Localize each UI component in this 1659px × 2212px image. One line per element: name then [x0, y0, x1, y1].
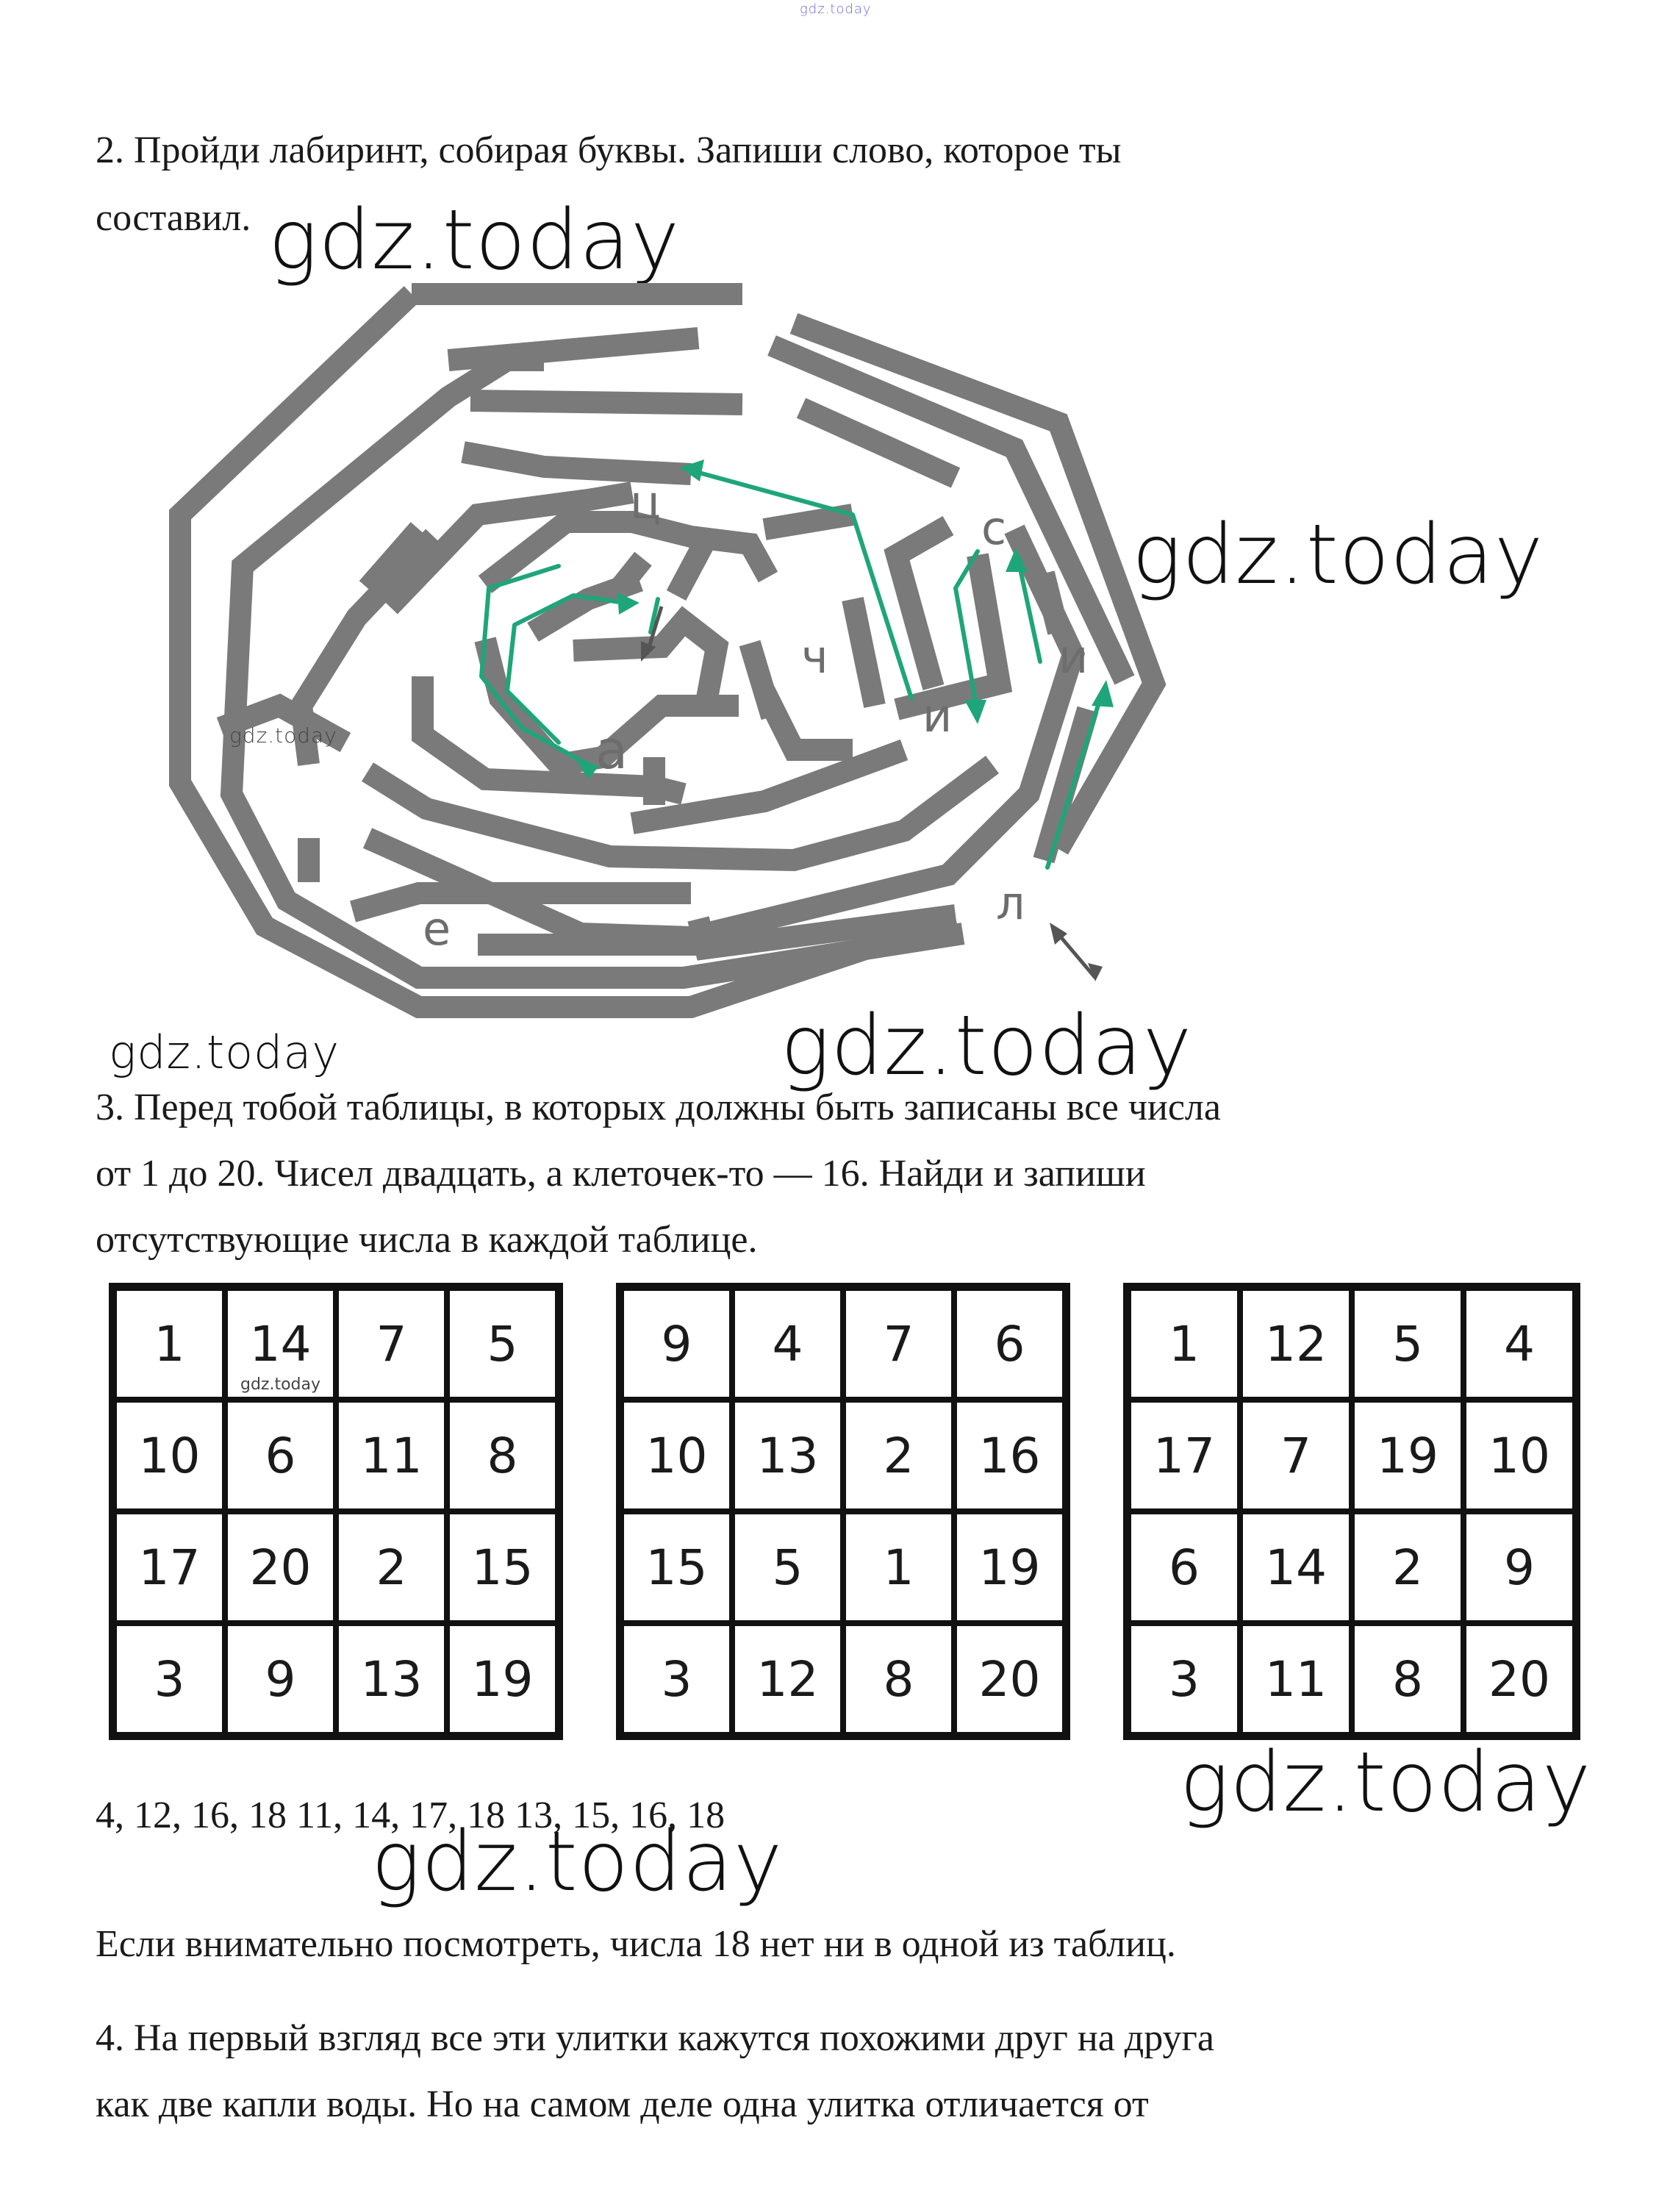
table3-cell: 2 [1352, 1511, 1463, 1623]
table3-cell: 9 [1463, 1511, 1575, 1623]
watermark-1: gdz.today [268, 193, 681, 288]
watermark-3: gdz.today [229, 723, 337, 748]
maze-letter-l: л [996, 876, 1025, 930]
table2-cell: 8 [843, 1623, 954, 1735]
table2-cell: 3 [621, 1623, 732, 1735]
table3-cell: 5 [1352, 1288, 1463, 1400]
table2-cell: 6 [954, 1288, 1065, 1400]
table3-cell: 19 [1352, 1400, 1463, 1511]
table1-cell: 13 [336, 1623, 447, 1735]
table1-cell: 9 [225, 1623, 336, 1735]
watermark-7: gdz.today [1180, 1735, 1592, 1830]
table2-cell: 5 [732, 1511, 843, 1623]
table2-cell: 12 [732, 1623, 843, 1735]
task3-note: Если внимательно посмотреть, числа 18 нет ни в одной из таблиц. [96, 1923, 1176, 1965]
maze-letter-i-right: и [1058, 630, 1089, 684]
table2-cell: 1 [843, 1511, 954, 1623]
maze-letter-e: е [423, 902, 451, 956]
task4-text-line1: 4. На первый взгляд все эти улитки кажутся похожими друг на друга [96, 2017, 1214, 2059]
table3-cell: 17 [1128, 1400, 1240, 1511]
table2-cell: 9 [621, 1288, 732, 1400]
table2-cell: 13 [732, 1400, 843, 1511]
number-table-3 [1123, 1283, 1580, 1740]
table2-cell: 20 [954, 1623, 1065, 1735]
table3-cell: 4 [1463, 1288, 1575, 1400]
task3-text-line3: отсутствующие числа в каждой таблице. [96, 1219, 758, 1261]
number-table-1 [109, 1283, 563, 1740]
table2-cell: 7 [843, 1288, 954, 1400]
maze-letter-ts: ц [630, 476, 662, 529]
table2-cell: 15 [621, 1511, 732, 1623]
maze-letter-i-inner: и [922, 689, 953, 742]
number-table-2 [616, 1283, 1070, 1740]
table3-cell: 14 [1240, 1511, 1352, 1623]
table2-cell: 10 [621, 1400, 732, 1511]
table1-cell: 6 [225, 1400, 336, 1511]
table1-cell: 2 [336, 1511, 447, 1623]
maze-letter-s: с [981, 501, 1007, 555]
maze-letter-a: а [595, 719, 628, 781]
watermark-4: gdz.today [109, 1026, 340, 1079]
table3-cell: 3 [1128, 1623, 1240, 1735]
table2-cell: 19 [954, 1511, 1065, 1623]
table1-cell: 14 gdz.today [225, 1288, 336, 1400]
table1-cell: 10 [114, 1400, 225, 1511]
table1-cell: 5 [447, 1288, 558, 1400]
task2-text-line2: составил. [96, 197, 251, 239]
table2-cell: 4 [732, 1288, 843, 1400]
watermark-8: gdz.today [371, 1814, 784, 1910]
table1-cell: 8 [447, 1400, 558, 1511]
table1-cell: 15 [447, 1511, 558, 1623]
table3-cell: 6 [1128, 1511, 1240, 1623]
table3-cell: 1 [1128, 1288, 1240, 1400]
table3-cell: 10 [1463, 1400, 1575, 1511]
table1-cell: 19 [447, 1623, 558, 1735]
watermark-top: gdz.today [800, 1, 872, 17]
table1-cell: 3 [114, 1623, 225, 1735]
table1-cell: 17 [114, 1511, 225, 1623]
maze-letter-ch: ч [801, 630, 828, 684]
table2-cell: 2 [843, 1400, 954, 1511]
table3-cell: 12 [1240, 1288, 1352, 1400]
table3-cell: 20 [1463, 1623, 1575, 1735]
table2-cell: 16 [954, 1400, 1065, 1511]
task3-text-line1: 3. Перед тобой таблицы, в которых должны быть записаны все числа [96, 1087, 1221, 1128]
watermark-2: gdz.today [1132, 507, 1544, 603]
task3-answer: 4, 12, 16, 18 11, 14, 17, 18 13, 15, 16, 18 [96, 1794, 725, 1836]
table1-cell: 7 [336, 1288, 447, 1400]
table3-cell: 7 [1240, 1400, 1352, 1511]
maze-figure [162, 272, 1191, 1037]
task3-text-line2: от 1 до 20. Чисел двадцать, а клеточек-то — 16. Найди и запиши [96, 1153, 1146, 1195]
task2-text-line1: 2. Пройди лабиринт, собирая буквы. Запиши слово, которое ты [96, 129, 1122, 171]
watermark-5: gdz.today [781, 998, 1193, 1094]
table1-cell: 1 [114, 1288, 225, 1400]
table3-cell: 11 [1240, 1623, 1352, 1735]
watermark-6: gdz.today [240, 1375, 321, 1394]
table1-cell: 20 [225, 1511, 336, 1623]
task4-text-line2: как две капли воды. Но на самом деле одна улитка отличается от [96, 2083, 1149, 2125]
table3-cell: 8 [1352, 1623, 1463, 1735]
table1-cell: 11 [336, 1400, 447, 1511]
maze-entry-arrow [1050, 923, 1103, 981]
